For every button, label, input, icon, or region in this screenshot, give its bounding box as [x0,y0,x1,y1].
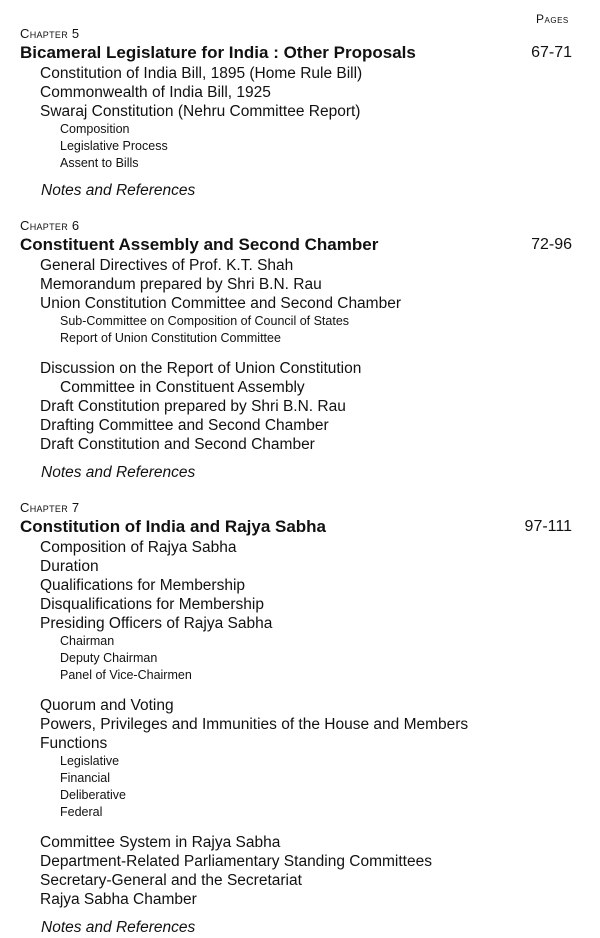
toc-entry: Draft Constitution and Second Chamber [40,436,315,453]
toc-entry: Commonwealth of India Bill, 1925 [40,84,271,101]
toc-entry: Swaraj Constitution (Nehru Committee Report) [40,103,361,120]
chapter-7-section [20,500,576,937]
chapter-title: Constituent Assembly and Second Chamber [20,235,379,254]
chapter-label: Chapter 6 [20,218,80,233]
toc-subentry: Assent to Bills [60,156,139,170]
toc-entry: Presiding Officers of Rajya Sabha [40,615,273,632]
toc-entry: Rajya Sabha Chamber [40,891,197,908]
pages-column-header: Pages [536,12,569,26]
toc-entry: Draft Constitution prepared by Shri B.N. Rau [40,398,346,415]
notes-and-references: Notes and References [41,182,196,199]
toc-entry: Committee System in Rajya Sabha [40,834,281,851]
toc-subentry: Deliberative [60,788,127,802]
toc-entry: General Directives of Prof. K.T. Shah [40,257,294,274]
toc-entry: Duration [40,558,99,575]
notes-and-references: Notes and References [41,919,196,936]
toc-entry: Department-Related Parliamentary Standing Committees [40,853,432,870]
chapter-title: Bicameral Legislature for India : Other Proposals [20,43,416,62]
toc-entry: Secretary-General and the Secretariat [40,872,302,889]
toc-subentry: Composition [60,122,130,136]
toc-entry: Discussion on the Report of Union Constitution [40,360,362,377]
toc-subentry: Financial [60,771,111,785]
chapter-6-section [20,218,576,482]
toc-entry: Disqualifications for Membership [40,596,264,613]
chapter-pages: 97-111 [524,518,572,535]
toc-subentry: Panel of Vice-Chairmen [60,668,192,682]
toc-subentry: Report of Union Constitution Committee [60,331,281,345]
toc-entry: Drafting Committee and Second Chamber [40,417,329,434]
toc-entry: Memorandum prepared by Shri B.N. Rau [40,276,322,293]
toc-entry-continuation: Committee in Constituent Assembly [60,379,305,396]
toc-entry: Qualifications for Membership [40,577,246,594]
toc-entry: Constitution of India Bill, 1895 (Home Rule Bill) [40,65,363,82]
toc-subentry: Legislative Process [60,139,168,153]
chapter-pages: 72-96 [531,236,572,253]
chapter-label: Chapter 5 [20,26,80,41]
chapter-5-section [20,26,576,200]
chapter-title: Constitution of India and Rajya Sabha [20,517,327,536]
notes-and-references: Notes and References [41,464,196,481]
toc-subentry: Federal [60,805,103,819]
toc-entry: Functions [40,735,108,752]
chapter-pages: 67-71 [531,44,572,61]
toc-entry: Composition of Rajya Sabha [40,539,237,556]
toc-subentry: Sub-Committee on Composition of Council of States [60,314,350,328]
toc-subentry: Legislative [60,754,120,768]
toc-entry: Quorum and Voting [40,697,174,714]
toc-entry: Powers, Privileges and Immunities of the House and Members [40,716,469,733]
toc-subentry: Deputy Chairman [60,651,158,665]
toc-subentry: Chairman [60,634,115,648]
toc-entry: Union Constitution Committee and Second Chamber [40,295,401,312]
chapter-label: Chapter 7 [20,500,80,515]
